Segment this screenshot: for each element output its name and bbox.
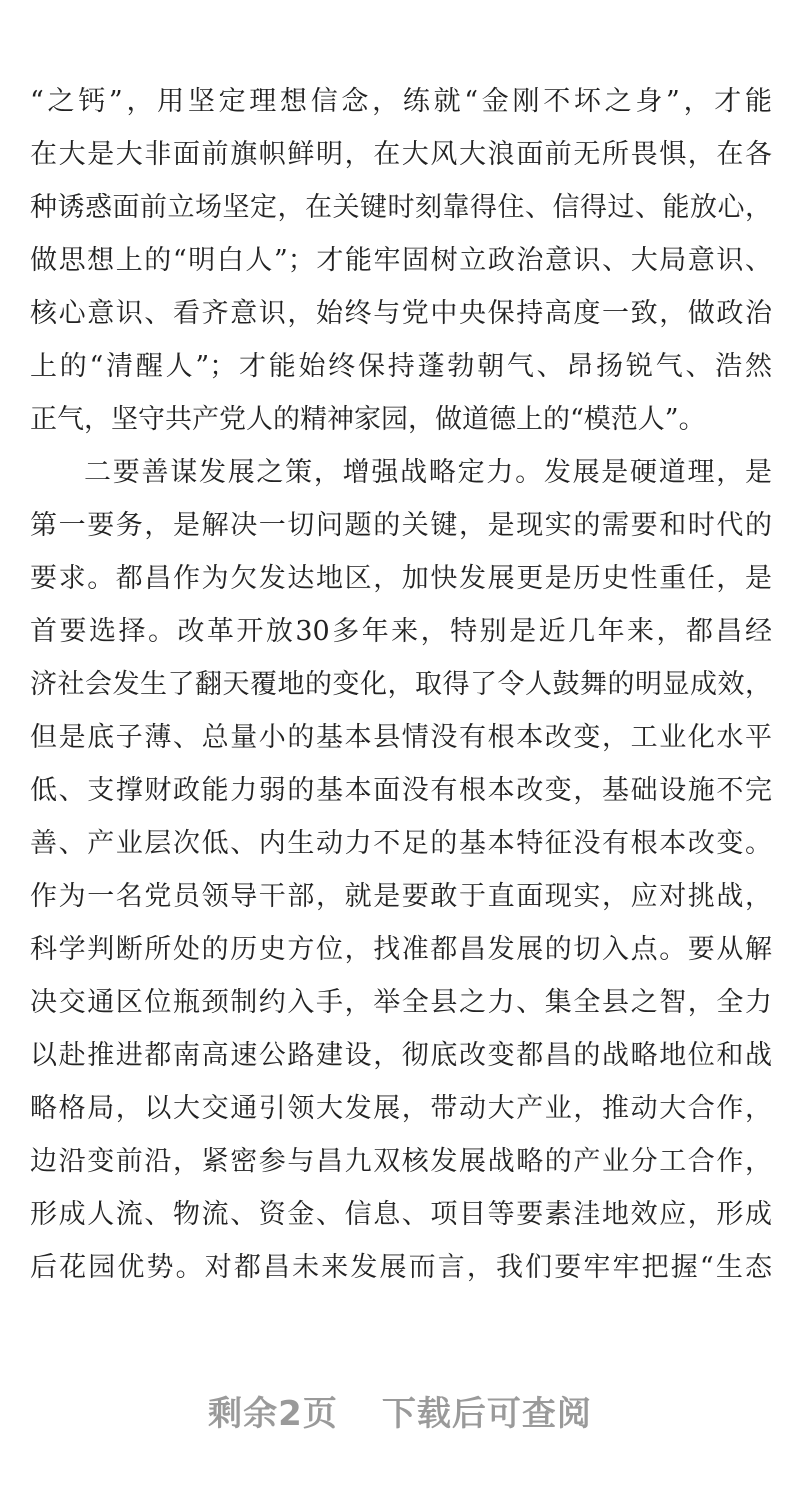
- paragraph-first-line: 二要善谋发展之策，增强战略定力。发展是硬道理，是: [84, 457, 772, 488]
- text-line: 后花园优势。对都昌未来发展而言，我们要牢牢把握“生态: [30, 1252, 772, 1283]
- text-line: 做思想上的“明白人”；才能牢固树立政治意识、大局意识、: [30, 245, 772, 276]
- text-line: 第一要务，是解决一切问题的关键，是现实的需要和时代的: [30, 510, 772, 541]
- text-line: 正气，坚守共产党人的精神家园，做道德上的“模范人”。: [30, 404, 706, 435]
- text-line: 济社会发生了翻天覆地的变化，取得了令人鼓舞的明显成效，: [30, 669, 772, 700]
- text-line: 首要选择。改革开放30多年来，特别是近几年来，都昌经: [30, 616, 772, 647]
- remaining-pages-label: 剩余2页: [208, 1394, 338, 1434]
- text-line: 上的“清醒人”；才能始终保持蓬勃朝气、昂扬锐气、浩然: [30, 351, 772, 382]
- text-line: 形成人流、物流、资金、信息、项目等要素洼地效应，形成: [30, 1199, 772, 1230]
- text-line: 善、产业层次低、内生动力不足的基本特征没有根本改变。: [30, 828, 772, 859]
- download-prompt[interactable]: [0, 1386, 800, 1435]
- text-line: 低、支撑财政能力弱的基本面没有根本改变，基础设施不完: [30, 775, 772, 806]
- download-to-view-label: 下载后可查阅: [381, 1394, 592, 1434]
- text-line: 决交通区位瓶颈制约入手，举全县之力、集全县之智，全力: [30, 987, 772, 1018]
- text-line: 以赴推进都南高速公路建设，彻底改变都昌的战略地位和战: [30, 1040, 772, 1071]
- text-line: 但是底子薄、总量小的基本县情没有根本改变，工业化水平: [30, 722, 772, 753]
- text-line: 种诱惑面前立场坚定，在关键时刻靠得住、信得过、能放心，: [30, 192, 772, 223]
- text-line: 科学判断所处的历史方位，找准都昌发展的切入点。要从解: [30, 934, 772, 965]
- text-line: 核心意识、看齐意识，始终与党中央保持高度一致，做政治: [30, 298, 772, 329]
- text-line: 在大是大非面前旗帜鲜明，在大风大浪面前无所畏惧，在各: [30, 139, 772, 170]
- text-line: “之钙”，用坚定理想信念，练就“金刚不坏之身”，才能: [30, 86, 772, 117]
- text-line: 要求。都昌作为欠发达地区，加快发展更是历史性重任，是: [30, 563, 772, 594]
- text-line: 作为一名党员领导干部，就是要敢于直面现实，应对挑战，: [30, 881, 772, 912]
- text-line: 边沿变前沿，紧密参与昌九双核发展战略的产业分工合作，: [30, 1146, 772, 1177]
- text-line: 略格局，以大交通引领大发展，带动大产业，推动大合作，: [30, 1093, 772, 1124]
